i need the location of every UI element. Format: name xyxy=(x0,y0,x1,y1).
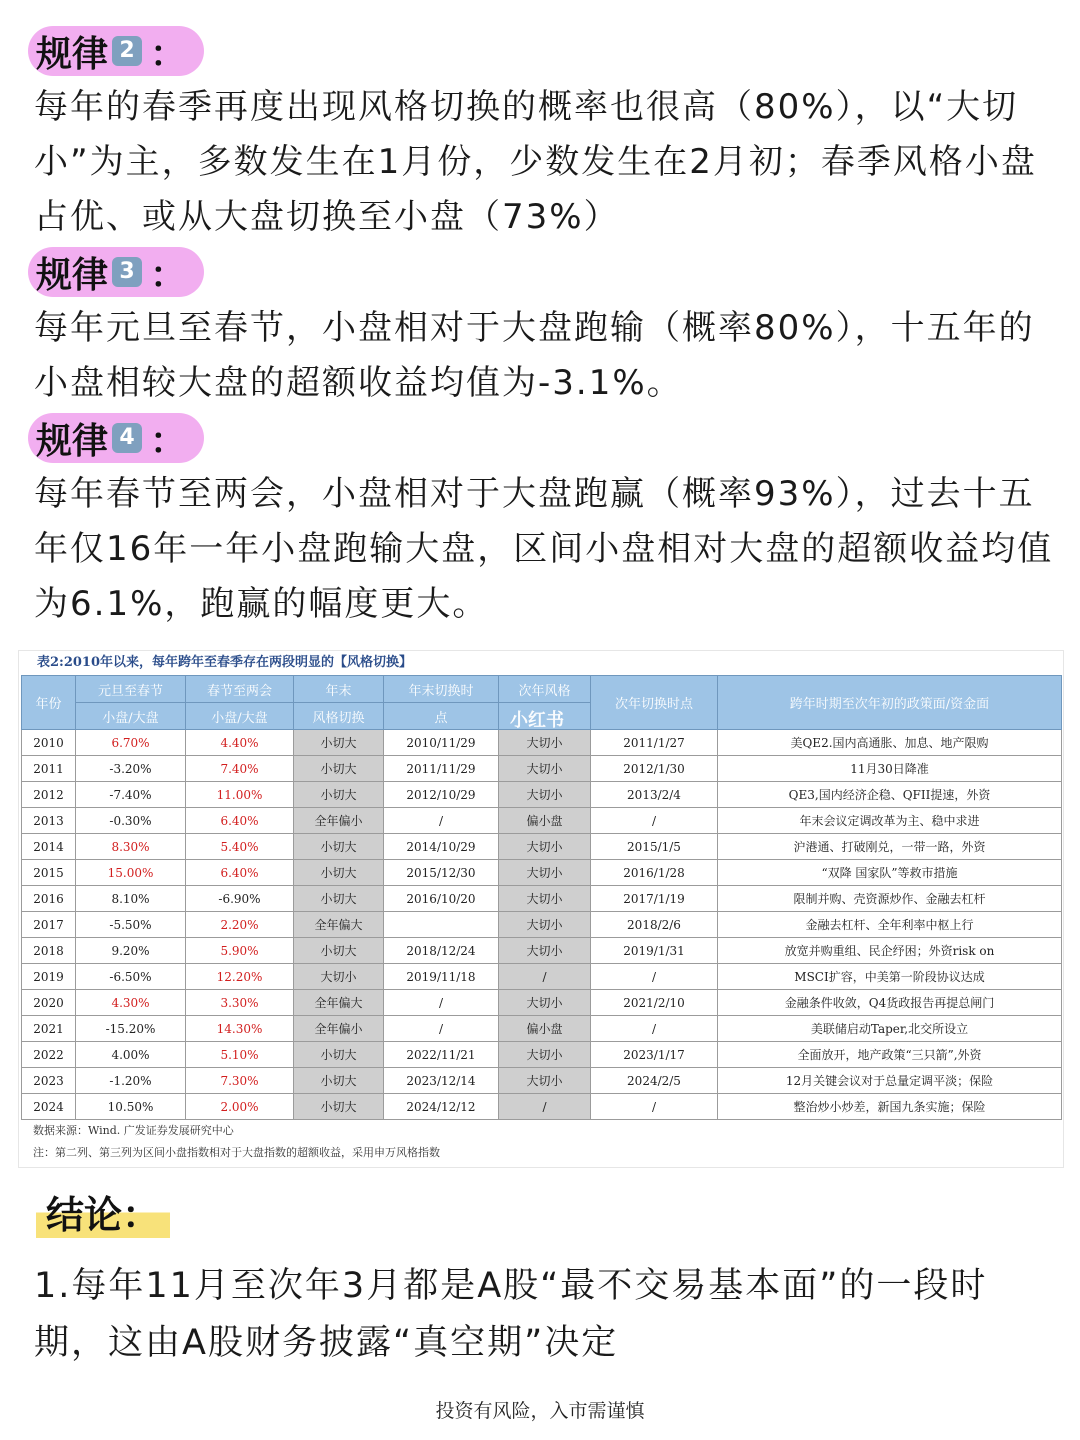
cell-year-end-switch: 小切大 xyxy=(294,1068,384,1094)
header-col4-top: 年末切换时 xyxy=(384,676,499,703)
cell-post-festival: 5.90% xyxy=(186,938,294,964)
cell-next-style: / xyxy=(499,1094,591,1120)
cell-policy: 全面放开，地产政策“三只箭”,外资 xyxy=(718,1042,1062,1068)
cell-year: 2012 xyxy=(22,782,76,808)
cell-next-style: 大切小 xyxy=(499,912,591,938)
rule-4-tag xyxy=(28,413,204,463)
cell-year-end-switch: 小切大 xyxy=(294,1094,384,1120)
cell-year: 2021 xyxy=(22,1016,76,1042)
header-col2-bottom: 小盘/大盘 xyxy=(186,703,294,730)
header-col1-top: 元旦至春节 xyxy=(76,676,186,703)
cell-next-switch-date: 2013/2/4 xyxy=(591,782,718,808)
cell-switch-date: / xyxy=(384,990,499,1016)
cell-year-end-switch: 全年偏小 xyxy=(294,1016,384,1042)
cell-post-festival: 3.30% xyxy=(186,990,294,1016)
header-col3-top: 年末 xyxy=(294,676,384,703)
table-row xyxy=(22,938,1062,964)
cell-policy: MSCI扩容，中美第一阶段协议达成 xyxy=(718,964,1062,990)
cell-post-festival: 2.00% xyxy=(186,1094,294,1120)
cell-next-switch-date: 2024/2/5 xyxy=(591,1068,718,1094)
cell-switch-date: 2019/11/18 xyxy=(384,964,499,990)
cell-switch-date: / xyxy=(384,1016,499,1042)
cell-pre-festival: -7.40% xyxy=(76,782,186,808)
cell-next-style: 大切小 xyxy=(499,782,591,808)
cell-switch-date: 2014/10/29 xyxy=(384,834,499,860)
table-row xyxy=(22,1068,1062,1094)
header-col7: 跨年时期至次年初的政策面/资金面 xyxy=(718,676,1062,730)
cell-year-end-switch: 小切大 xyxy=(294,886,384,912)
cell-pre-festival: 15.00% xyxy=(76,860,186,886)
conclusion-tag: 结论： xyxy=(36,1192,170,1238)
cell-next-switch-date: 2019/1/31 xyxy=(591,938,718,964)
table-row xyxy=(22,1094,1062,1120)
cell-switch-date: 2022/11/21 xyxy=(384,1042,499,1068)
cell-year-end-switch: 小切大 xyxy=(294,782,384,808)
header-col6: 次年切换时点 xyxy=(591,676,718,730)
rule-3-colon: ： xyxy=(150,254,187,296)
table-body xyxy=(22,730,1062,1120)
rule-2-text: 每年的春季再度出现风格切换的概率也很高（80%），以“大切小”为主，多数发生在1月份，少数发生在2月初；春季风格小盘占优、或从大盘切换至小盘（73%） xyxy=(34,87,1037,237)
cell-pre-festival: -5.50% xyxy=(76,912,186,938)
rule-3-label: 规律 xyxy=(36,254,109,296)
table-row xyxy=(22,730,1062,756)
header-col2-top: 春节至两会 xyxy=(186,676,294,703)
cell-policy: 年末会议定调改革为主、稳中求进 xyxy=(718,808,1062,834)
cell-next-switch-date: 2011/1/27 xyxy=(591,730,718,756)
cell-year: 2017 xyxy=(22,912,76,938)
cell-year: 2022 xyxy=(22,1042,76,1068)
table-row xyxy=(22,886,1062,912)
table-note: 注：第二列、第三列为区间小盘指数相对于大盘指数的超额收益，采用申万风格指数 xyxy=(33,1146,440,1159)
cell-switch-date: 2016/10/20 xyxy=(384,886,499,912)
table-row xyxy=(22,860,1062,886)
table-title: 表2:2010年以来，每年跨年至春季存在两段明显的【风格切换】 xyxy=(37,655,413,670)
cell-switch-date: 2012/10/29 xyxy=(384,782,499,808)
disclaimer-text: 投资有风险，入市需谨慎 xyxy=(435,1400,645,1422)
cell-year: 2020 xyxy=(22,990,76,1016)
cell-post-festival: 6.40% xyxy=(186,808,294,834)
cell-pre-festival: -1.20% xyxy=(76,1068,186,1094)
table-source: 数据来源：Wind. 广发证券发展研究中心 xyxy=(33,1124,234,1137)
cell-pre-festival: 8.30% xyxy=(76,834,186,860)
cell-post-festival: 5.10% xyxy=(186,1042,294,1068)
cell-year-end-switch: 小切大 xyxy=(294,1042,384,1068)
rule-4-label: 规律 xyxy=(36,420,109,462)
cell-next-style: 偏小盘 xyxy=(499,1016,591,1042)
rule-3-tag xyxy=(28,247,204,297)
cell-policy: “双降 国家队”等救市措施 xyxy=(718,860,1062,886)
cell-policy: 整治炒小炒差，新国九条实施；保险 xyxy=(718,1094,1062,1120)
cell-year: 2011 xyxy=(22,756,76,782)
table-row xyxy=(22,990,1062,1016)
cell-next-style: / xyxy=(499,964,591,990)
header-col4-bottom: 点 xyxy=(384,703,499,730)
cell-pre-festival: -6.50% xyxy=(76,964,186,990)
cell-post-festival: 14.30% xyxy=(186,1016,294,1042)
table-row xyxy=(22,912,1062,938)
cell-pre-festival: 9.20% xyxy=(76,938,186,964)
rule-2-colon: ： xyxy=(150,33,187,75)
cell-year: 2018 xyxy=(22,938,76,964)
cell-pre-festival: 8.10% xyxy=(76,886,186,912)
cell-pre-festival: -0.30% xyxy=(76,808,186,834)
table-row xyxy=(22,782,1062,808)
cell-switch-date: 2023/12/14 xyxy=(384,1068,499,1094)
cell-next-switch-date: 2016/1/28 xyxy=(591,860,718,886)
cell-post-festival: 2.20% xyxy=(186,912,294,938)
keycap-2-icon: 2 xyxy=(112,36,142,66)
rule-4-text: 每年春节至两会，小盘相对于大盘跑赢（概率93%），过去十五年仅16年一年小盘跑输大盘，区间小盘相对大盘的超额收益均值为6.1%，跑赢的幅度更大。 xyxy=(34,474,1054,624)
header-year: 年份 xyxy=(22,676,76,730)
cell-policy: 金融条件收敛，Q4货政报告再提总闸门 xyxy=(718,990,1062,1016)
cell-policy: 放宽并购重组、民企纾困；外资risk on xyxy=(718,938,1062,964)
cell-pre-festival: 4.00% xyxy=(76,1042,186,1068)
cell-pre-festival: -3.20% xyxy=(76,756,186,782)
cell-next-style: 大切小 xyxy=(499,834,591,860)
cell-next-switch-date: / xyxy=(591,1016,718,1042)
header-col5-top: 次年风格 xyxy=(499,676,591,703)
table-row xyxy=(22,1042,1062,1068)
cell-year: 2024 xyxy=(22,1094,76,1120)
cell-next-style: 大切小 xyxy=(499,990,591,1016)
cell-next-switch-date: 2012/1/30 xyxy=(591,756,718,782)
conclusion-text: 1.每年11月至次年3月都是A股“最不交易基本面”的一段时期，这由A股财务披露“真空期”决定 xyxy=(34,1266,988,1363)
cell-year-end-switch: 全年偏大 xyxy=(294,912,384,938)
rule-2-label: 规律 xyxy=(36,33,109,75)
cell-post-festival: 5.40% xyxy=(186,834,294,860)
cell-switch-date xyxy=(384,912,499,938)
cell-year: 2023 xyxy=(22,1068,76,1094)
cell-policy: 美联储启动Taper,北交所设立 xyxy=(718,1016,1062,1042)
cell-pre-festival: -15.20% xyxy=(76,1016,186,1042)
cell-switch-date: / xyxy=(384,808,499,834)
cell-policy: 11月30日降准 xyxy=(718,756,1062,782)
cell-year-end-switch: 小切大 xyxy=(294,834,384,860)
cell-next-style: 大切小 xyxy=(499,756,591,782)
cell-pre-festival: 6.70% xyxy=(76,730,186,756)
cell-switch-date: 2018/12/24 xyxy=(384,938,499,964)
cell-next-style: 大切小 xyxy=(499,938,591,964)
cell-next-style: 大切小 xyxy=(499,860,591,886)
header-col1-bottom: 小盘/大盘 xyxy=(76,703,186,730)
keycap-3-icon: 3 xyxy=(112,257,142,287)
watermark-logo: 小红书 xyxy=(510,710,564,731)
cell-next-switch-date: / xyxy=(591,964,718,990)
cell-year: 2014 xyxy=(22,834,76,860)
cell-switch-date: 2010/11/29 xyxy=(384,730,499,756)
cell-next-switch-date: 2023/1/17 xyxy=(591,1042,718,1068)
cell-policy: 金融去杠杆、全年利率中枢上行 xyxy=(718,912,1062,938)
cell-next-switch-date: 2018/2/6 xyxy=(591,912,718,938)
cell-post-festival: 6.40% xyxy=(186,860,294,886)
cell-policy: QE3,国内经济企稳、QFII提速，外资 xyxy=(718,782,1062,808)
cell-post-festival: 7.30% xyxy=(186,1068,294,1094)
rule-3-text: 每年元旦至春节，小盘相对于大盘跑输（概率80%），十五年的小盘相较大盘的超额收益均值为-3.1%。 xyxy=(34,308,1035,403)
cell-next-style: 大切小 xyxy=(499,1042,591,1068)
cell-next-switch-date: / xyxy=(591,1094,718,1120)
cell-post-festival: -6.90% xyxy=(186,886,294,912)
cell-next-switch-date: 2017/1/19 xyxy=(591,886,718,912)
cell-next-style: 大切小 xyxy=(499,886,591,912)
keycap-4-icon: 4 xyxy=(112,423,142,453)
cell-year-end-switch: 全年偏小 xyxy=(294,808,384,834)
cell-next-switch-date: 2015/1/5 xyxy=(591,834,718,860)
cell-policy: 限制并购、壳资源炒作、金融去杠杆 xyxy=(718,886,1062,912)
rule-4-colon: ： xyxy=(150,420,187,462)
cell-year: 2015 xyxy=(22,860,76,886)
cell-switch-date: 2024/12/12 xyxy=(384,1094,499,1120)
cell-post-festival: 7.40% xyxy=(186,756,294,782)
header-col3-bottom: 风格切换 xyxy=(294,703,384,730)
cell-next-switch-date: 2021/2/10 xyxy=(591,990,718,1016)
table-row xyxy=(22,1016,1062,1042)
cell-year: 2013 xyxy=(22,808,76,834)
cell-switch-date: 2011/11/29 xyxy=(384,756,499,782)
table-row xyxy=(22,808,1062,834)
rule-2-tag xyxy=(28,26,204,76)
table-row xyxy=(22,834,1062,860)
cell-year-end-switch: 全年偏大 xyxy=(294,990,384,1016)
cell-policy: 12月关键会议对于总量定调平淡；保险 xyxy=(718,1068,1062,1094)
cell-post-festival: 12.20% xyxy=(186,964,294,990)
cell-year: 2010 xyxy=(22,730,76,756)
cell-year-end-switch: 小切大 xyxy=(294,756,384,782)
cell-pre-festival: 10.50% xyxy=(76,1094,186,1120)
style-switch-table xyxy=(21,675,1062,1120)
cell-next-style: 大切小 xyxy=(499,730,591,756)
cell-switch-date: 2015/12/30 xyxy=(384,860,499,886)
cell-next-style: 大切小 xyxy=(499,1068,591,1094)
cell-year-end-switch: 小切大 xyxy=(294,938,384,964)
cell-year-end-switch: 小切大 xyxy=(294,860,384,886)
cell-next-style: 偏小盘 xyxy=(499,808,591,834)
cell-pre-festival: 4.30% xyxy=(76,990,186,1016)
cell-policy: 美QE2.国内高通胀、加息、地产限购 xyxy=(718,730,1062,756)
cell-year-end-switch: 小切大 xyxy=(294,730,384,756)
cell-policy: 沪港通、打破刚兑，一带一路，外资 xyxy=(718,834,1062,860)
cell-post-festival: 4.40% xyxy=(186,730,294,756)
table-row xyxy=(22,964,1062,990)
cell-year: 2019 xyxy=(22,964,76,990)
cell-next-switch-date: / xyxy=(591,808,718,834)
cell-year: 2016 xyxy=(22,886,76,912)
table-row xyxy=(22,756,1062,782)
cell-post-festival: 11.00% xyxy=(186,782,294,808)
cell-year-end-switch: 大切小 xyxy=(294,964,384,990)
